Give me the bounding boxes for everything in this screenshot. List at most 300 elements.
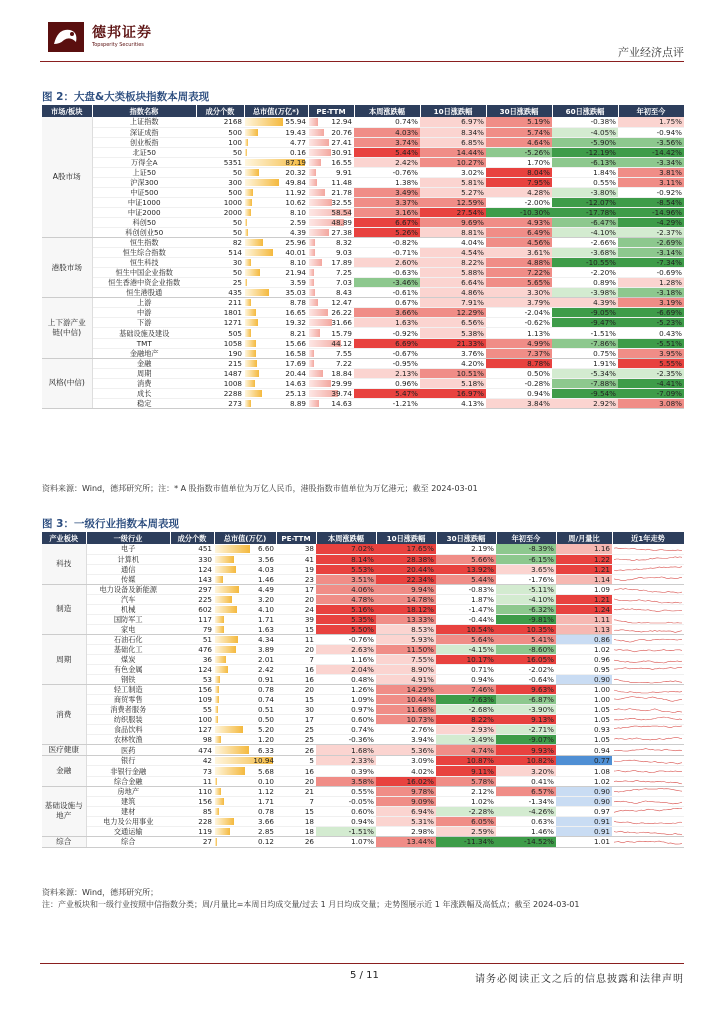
table-cell: -12.19% [552, 147, 618, 157]
trend-sparkline [612, 745, 684, 756]
table-cell: 8.14% [316, 554, 376, 564]
table-cell: 4.56% [486, 238, 552, 248]
table-cell: 6.69% [354, 338, 420, 348]
table-cell: 38 [276, 544, 316, 554]
table-row [42, 624, 684, 634]
table-cell: -1.34% [496, 796, 556, 806]
table-cell: -6.13% [552, 157, 618, 167]
table-cell: -0.82% [354, 238, 420, 248]
table-cell: 16.65 [244, 308, 308, 318]
table-cell: 2.13% [354, 368, 420, 378]
table-cell: 9.69% [420, 217, 486, 227]
table-cell: 6.94% [376, 806, 436, 816]
table-cell: 476 [170, 644, 214, 654]
table-cell: 4.93% [486, 217, 552, 227]
table-cell: -1.51% [552, 328, 618, 338]
trend-sparkline [612, 655, 684, 665]
table-cell: 5.26% [354, 228, 420, 238]
table-cell: 10.35% [496, 624, 556, 634]
table-cell: -14.42% [618, 147, 684, 157]
table-cell: 10.44% [376, 695, 436, 705]
table-cell: 3.76% [420, 348, 486, 358]
table-cell: 14.44% [420, 147, 486, 157]
table-cell: 0.50% [486, 368, 552, 378]
trend-sparkline [612, 634, 684, 644]
table-cell: 8.10 [244, 258, 308, 268]
table-cell: 5.38% [420, 328, 486, 338]
table-cell: 4.78% [316, 594, 376, 604]
table-cell: 10.51% [420, 368, 486, 378]
table-cell: 27.38 [308, 228, 354, 238]
table-cell: 沪深300 [92, 177, 196, 187]
table-cell: 3.66 [214, 816, 276, 826]
table-row [42, 806, 684, 816]
table-cell: -3.49% [436, 735, 496, 745]
table-cell: 1.14 [556, 574, 612, 584]
table-cell: -2.02% [496, 665, 556, 675]
table-cell: 1.91% [552, 358, 618, 368]
column-header: 本周涨跌幅 [354, 105, 420, 117]
table-cell: 12.94 [308, 117, 354, 127]
table-row [42, 655, 684, 665]
table-cell: 602 [170, 604, 214, 614]
table-cell: 上游 [92, 298, 196, 308]
table-cell: 58.54 [308, 207, 354, 217]
figure-2-title: 图 2：大盘&大类板块指数本周表现 [42, 91, 210, 103]
table-cell: -0.63% [354, 268, 420, 278]
table-cell: 3.94% [376, 735, 436, 745]
table-cell: 0.50 [214, 715, 276, 725]
column-header: 本周涨跌幅 [316, 532, 376, 544]
table-row [42, 665, 684, 675]
table-cell: 恒生综合指数 [92, 248, 196, 258]
table-row [42, 228, 684, 238]
table-cell: 4.91% [376, 675, 436, 685]
table-cell: 4.77 [244, 137, 308, 147]
table-cell: 5.19% [486, 117, 552, 127]
table-cell: 7.55 [308, 348, 354, 358]
table-cell: 21.33% [420, 338, 486, 348]
table-cell: 0.91 [556, 816, 612, 826]
table-cell: 17.69 [244, 358, 308, 368]
table-cell: 17.89 [308, 258, 354, 268]
table-cell: 基础化工 [86, 644, 170, 654]
table-cell: 156 [170, 685, 214, 695]
table-cell: 10.87% [436, 756, 496, 766]
table-cell: -14.52% [496, 836, 556, 847]
table-cell: 1.00 [556, 695, 612, 705]
table-cell: 医药 [86, 745, 170, 756]
table-cell: 1.75% [618, 117, 684, 127]
table-cell: 13.44% [376, 836, 436, 847]
table-cell: -3.34% [618, 157, 684, 167]
trend-sparkline [612, 614, 684, 624]
table-row [42, 157, 684, 167]
table-cell: 36 [170, 655, 214, 665]
table-cell: 计算机 [86, 554, 170, 564]
table-cell: -0.76% [316, 634, 376, 644]
trend-sparkline [612, 766, 684, 776]
table-cell: 1.13% [486, 328, 552, 338]
table-cell: 8.21 [244, 328, 308, 338]
table-cell: -9.07% [496, 735, 556, 745]
table-cell: 0.94% [436, 675, 496, 685]
table-cell: 1.11 [556, 614, 612, 624]
table-cell: 7.03 [308, 278, 354, 288]
table-cell: -0.83% [436, 584, 496, 594]
table-cell: -3.68% [552, 248, 618, 258]
table-cell: 恒生指数 [92, 238, 196, 248]
table-cell: 19.32 [244, 318, 308, 328]
table-cell: 建材 [86, 806, 170, 816]
table-cell: 15 [276, 624, 316, 634]
table-cell: 1801 [196, 308, 244, 318]
table-cell: 27.54% [420, 207, 486, 217]
table-cell: 100 [196, 137, 244, 147]
table-cell: 3.19% [618, 298, 684, 308]
table-row [42, 318, 684, 328]
table-cell: -0.28% [486, 378, 552, 388]
table-cell: 6.97% [420, 117, 486, 127]
table-cell: 6.49% [486, 228, 552, 238]
table-cell: 中游 [92, 308, 196, 318]
table-cell: 5.35% [316, 614, 376, 624]
table-cell: 0.67% [354, 298, 420, 308]
table-cell: 13.33% [376, 614, 436, 624]
table-cell: 20 [276, 644, 316, 654]
table-row [42, 298, 684, 308]
table-cell: 41 [276, 554, 316, 564]
table-row [42, 796, 684, 806]
table-cell: 40.01 [244, 248, 308, 258]
table-cell: -8.54% [618, 197, 684, 207]
column-header: 周/月量比 [556, 532, 612, 544]
table-cell: TMT [92, 338, 196, 348]
table-cell: 6.60 [214, 544, 276, 554]
table-cell: 4.20% [420, 358, 486, 368]
table-row [42, 745, 684, 756]
table-cell: 4.04% [420, 238, 486, 248]
column-header: 总市值(万亿) [214, 532, 276, 544]
trend-sparkline [612, 836, 684, 847]
table-cell: 1.87% [436, 594, 496, 604]
table-cell: 26 [276, 745, 316, 756]
logo-text: 德邦证券 [92, 25, 152, 41]
table-row [42, 197, 684, 207]
table-cell: 7.95% [486, 177, 552, 187]
table-cell: 11 [276, 634, 316, 644]
table-cell: 27.41 [308, 137, 354, 147]
table-cell: -5.11% [496, 584, 556, 594]
table-cell: 建筑 [86, 796, 170, 806]
table-cell: 3.51% [316, 574, 376, 584]
table-cell: 12.59% [420, 197, 486, 207]
table-cell: 2.42% [354, 157, 420, 167]
table-cell: -9.47% [552, 318, 618, 328]
table-cell: 5.27% [420, 187, 486, 197]
table-cell: 0.43% [618, 328, 684, 338]
table-cell: 0.71% [436, 665, 496, 675]
table-cell: 5.64% [436, 634, 496, 644]
table-cell: 3.56 [214, 554, 276, 564]
table-cell: 5.81% [420, 177, 486, 187]
table-cell: 474 [170, 745, 214, 756]
table-row [42, 614, 684, 624]
table-cell: 5.44% [436, 574, 496, 584]
table-cell: 5351 [196, 157, 244, 167]
table-cell: 0.74% [354, 117, 420, 127]
table-cell: 39.74 [308, 388, 354, 398]
table-cell: 4.28% [486, 187, 552, 197]
table-cell: 创业板指 [92, 137, 196, 147]
table-cell: 25.96 [244, 238, 308, 248]
table-cell: 15.79 [308, 328, 354, 338]
table-row [42, 348, 684, 358]
table-cell: 7.46% [436, 685, 496, 695]
table-cell: -9.54% [552, 388, 618, 398]
table-cell: 7.22 [308, 358, 354, 368]
table-cell: 8.22% [436, 715, 496, 725]
table-cell: 50 [196, 228, 244, 238]
table-cell: -0.44% [436, 614, 496, 624]
table-cell: -8.39% [496, 544, 556, 554]
trend-sparkline [612, 594, 684, 604]
table-row [42, 725, 684, 735]
table-cell: 0.94 [556, 745, 612, 756]
table-cell: 127 [170, 725, 214, 735]
table-cell: 电力及公用事业 [86, 816, 170, 826]
table-cell: 8.10 [244, 207, 308, 217]
table-row [42, 398, 684, 408]
table-cell: 6.67% [354, 217, 420, 227]
table-row [42, 147, 684, 157]
table-cell: 2.92% [552, 398, 618, 408]
table-cell: 117 [170, 614, 214, 624]
table-cell: 16.05% [496, 655, 556, 665]
table-cell: 17 [276, 584, 316, 594]
column-header: 一级行业 [86, 532, 170, 544]
trend-sparkline [612, 554, 684, 564]
table-cell: 1.09 [556, 584, 612, 594]
table-cell: 2.59 [244, 217, 308, 227]
table-row [42, 604, 684, 614]
table-cell: 22.34% [376, 574, 436, 584]
table-cell: 1.01 [556, 836, 612, 847]
table-cell: 2.19% [436, 544, 496, 554]
table-cell: -5.34% [552, 368, 618, 378]
table-cell: -5.26% [486, 147, 552, 157]
table-cell: 0.86 [556, 634, 612, 644]
table-cell: 基础设施及建设 [92, 328, 196, 338]
table-cell: 9.78% [376, 786, 436, 796]
table-cell: 0.39% [316, 766, 376, 776]
table-cell: -11.34% [436, 836, 496, 847]
table-cell: 9.13% [496, 715, 556, 725]
table-cell: 10.27% [420, 157, 486, 167]
table-cell: 0.97 [556, 806, 612, 816]
table-cell: 11.48 [308, 177, 354, 187]
table-cell: 0.89% [552, 278, 618, 288]
table-cell: -6.32% [496, 604, 556, 614]
trend-sparkline [612, 806, 684, 816]
disclaimer: 请务必阅读正文之后的信息披露和法律声明 [475, 974, 684, 985]
table-cell: 24 [276, 604, 316, 614]
table-cell: -2.00% [486, 197, 552, 207]
table-cell: 非银行金融 [86, 766, 170, 776]
table-cell: 8.90% [376, 665, 436, 675]
table-cell: 中证500 [92, 187, 196, 197]
table-cell: 有色金属 [86, 665, 170, 675]
table-cell: -2.28% [436, 806, 496, 816]
table-cell: 8.53% [376, 624, 436, 634]
table-cell: 50 [196, 147, 244, 157]
table-cell: 房地产 [86, 786, 170, 796]
table-cell: 1.16% [316, 655, 376, 665]
table-cell: 5.31% [376, 816, 436, 826]
table-cell: 2.59% [436, 826, 496, 836]
table-cell: 1.02 [556, 644, 612, 654]
trend-sparkline [612, 574, 684, 584]
table-cell: 3.59 [244, 278, 308, 288]
table-cell: 7.91% [420, 298, 486, 308]
column-header: 成分个数 [170, 532, 214, 544]
table-cell: 17.65% [376, 544, 436, 554]
table-row [42, 705, 684, 715]
table-cell: 0.94% [486, 388, 552, 398]
table-cell: 0.60% [316, 715, 376, 725]
table-cell: 2.04% [316, 665, 376, 675]
table-cell: 28.38% [376, 554, 436, 564]
table-row [42, 328, 684, 338]
table-cell: -0.64% [496, 675, 556, 685]
table-cell: 5.78% [436, 776, 496, 786]
table-row [42, 238, 684, 248]
table-row [42, 644, 684, 654]
table-cell: 10.82% [496, 756, 556, 766]
column-header: 产业板块 [42, 532, 86, 544]
table-row [42, 756, 684, 766]
table-cell: -0.05% [316, 796, 376, 806]
table-cell: 297 [170, 584, 214, 594]
table-cell: 1.12 [214, 786, 276, 796]
table-row [42, 715, 684, 725]
table-cell: 3.02% [420, 167, 486, 177]
table-cell: 15 [276, 695, 316, 705]
table-cell: 0.74% [316, 725, 376, 735]
table-cell: 1008 [196, 378, 244, 388]
table-cell: 0.91 [556, 826, 612, 836]
table-cell: 4.06% [316, 584, 376, 594]
table-cell: -0.95% [354, 358, 420, 368]
table-cell: -5.90% [552, 137, 618, 147]
table-cell: -3.14% [618, 248, 684, 258]
table-cell: 15.66 [244, 338, 308, 348]
table-cell: 6.64% [420, 278, 486, 288]
table-cell: 16.02% [376, 776, 436, 786]
table-row [42, 288, 684, 298]
table-cell: 228 [170, 816, 214, 826]
column-header: 市场/板块 [42, 105, 92, 117]
table-cell: 14.29% [376, 685, 436, 695]
table-cell: -4.41% [618, 378, 684, 388]
table-cell: 16 [276, 766, 316, 776]
table-cell: -10.55% [552, 258, 618, 268]
table-cell: 1058 [196, 338, 244, 348]
figure-3-source: 资料来源：Wind，德邦研究所； [42, 888, 159, 897]
table-cell: 100 [170, 715, 214, 725]
table-cell: 3.95% [618, 348, 684, 358]
table-cell: 16.97% [420, 388, 486, 398]
table-cell: 190 [196, 348, 244, 358]
table-cell: -6.87% [496, 695, 556, 705]
table-cell: 11.50% [376, 644, 436, 654]
table-cell: 26.22 [308, 308, 354, 318]
table-cell: 4.10 [214, 604, 276, 614]
table-cell: 225 [170, 594, 214, 604]
table-cell: 5.47% [354, 388, 420, 398]
table-cell: 4.39 [244, 228, 308, 238]
table-cell: 1.63% [354, 318, 420, 328]
column-header: 30日涨跌幅 [436, 532, 496, 544]
table-row [42, 836, 684, 847]
trend-sparkline [612, 584, 684, 594]
table-cell: 49.84 [244, 177, 308, 187]
table-cell: -3.90% [496, 705, 556, 715]
table-cell: 10.94 [214, 756, 276, 766]
table-cell: 9.09% [376, 796, 436, 806]
table-cell: 通信 [86, 564, 170, 574]
table-cell: 1.71 [214, 614, 276, 624]
table-cell: 20.76 [308, 127, 354, 137]
trend-sparkline [612, 564, 684, 574]
trend-sparkline [612, 665, 684, 675]
table-cell: 成长 [92, 388, 196, 398]
table-cell: 82 [196, 238, 244, 248]
table-cell: 1.05 [556, 715, 612, 725]
table-cell: 25 [276, 735, 316, 745]
table-cell: -4.15% [436, 644, 496, 654]
table-row [42, 278, 684, 288]
table-cell: -7.09% [618, 388, 684, 398]
table-cell: 16 [276, 665, 316, 675]
table-cell: 500 [196, 127, 244, 137]
footer-rule [40, 963, 684, 964]
table-cell: 1.02% [436, 796, 496, 806]
table-cell: -0.76% [354, 167, 420, 177]
table-cell: 2.12% [436, 786, 496, 796]
table-cell: -0.36% [316, 735, 376, 745]
table-cell: 0.12 [214, 836, 276, 847]
table-cell: 3.65% [496, 564, 556, 574]
table-cell: 7 [276, 655, 316, 665]
table-cell: 0.97% [316, 705, 376, 715]
trend-sparkline [612, 695, 684, 705]
table-cell: 1.00 [556, 685, 612, 695]
table-cell: 0.51 [214, 705, 276, 715]
table-cell: 0.16 [244, 147, 308, 157]
table-cell: 上证指数 [92, 117, 196, 127]
table-cell: 7.02% [316, 544, 376, 554]
table-cell: 1.09% [316, 695, 376, 705]
table-cell: 30 [276, 705, 316, 715]
table-row [42, 584, 684, 594]
table-cell: -7.63% [436, 695, 496, 705]
table-cell: 1.13 [556, 624, 612, 634]
table-cell: 35.03 [244, 288, 308, 298]
table-cell: 50 [196, 268, 244, 278]
table-cell: 北证50 [92, 147, 196, 157]
table-cell: 26 [276, 836, 316, 847]
